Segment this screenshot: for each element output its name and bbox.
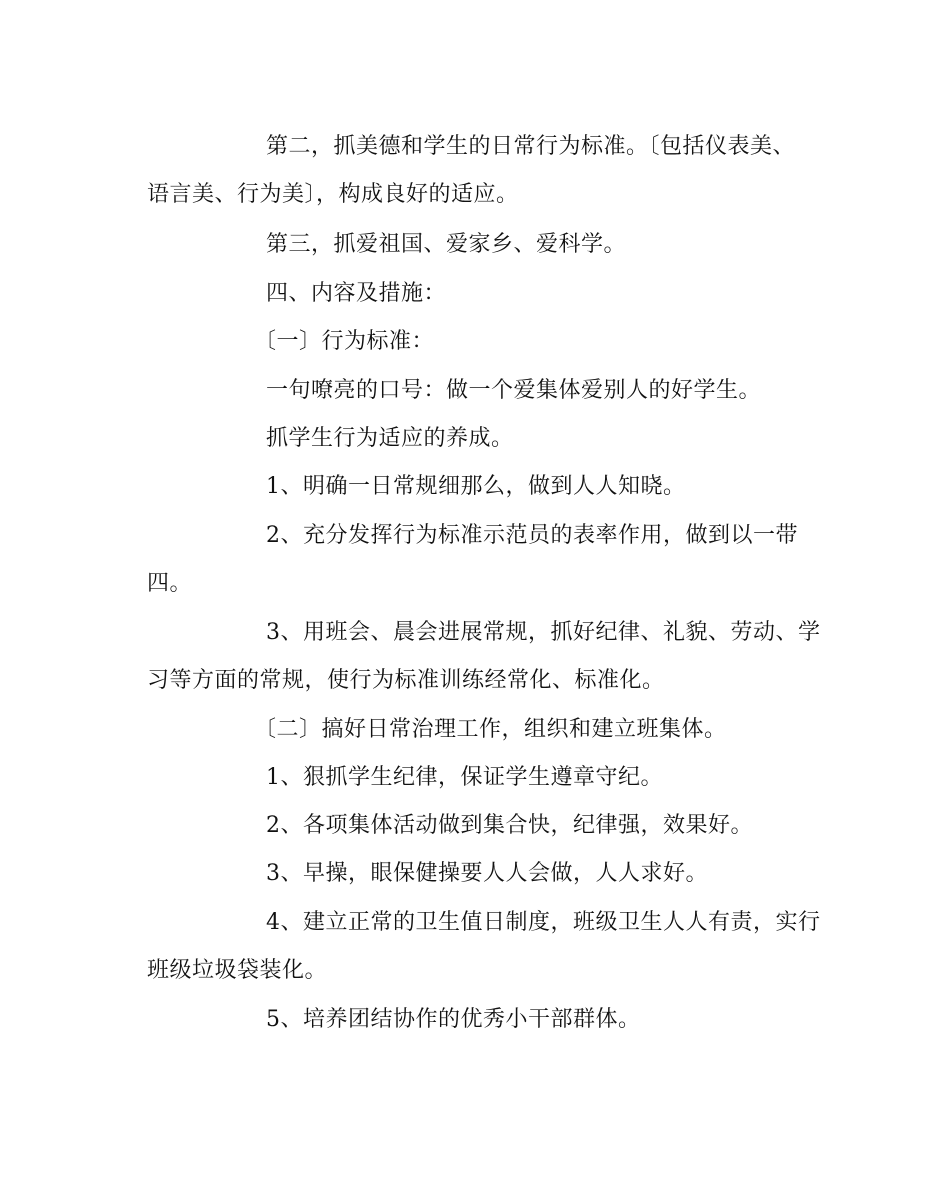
list-item-continuation: 习等方面的常规，使行为标准训练经常化、标准化。 [147,668,665,693]
paragraph-line: 语言美、行为美〕，构成良好的适应。 [147,182,519,207]
list-item: 2、各项集体活动做到集合快，纪律强，效果好。 [266,813,753,838]
list-item-continuation: 班级垃圾袋装化。 [147,958,328,983]
subsection-heading: 〔一〕行为标准： [254,329,435,354]
paragraph-line: 第二，抓美德和学生的日常行为标准。〔包括仪表美、 [266,134,796,159]
list-item: 1、狠抓学生纪律，保证学生遵章守纪。 [266,765,663,790]
list-item-continuation: 四。 [147,571,193,596]
paragraph-line: 一句嘹亮的口号：做一个爱集体爱别人的好学生。 [266,378,762,403]
subsection-heading: 〔二〕搞好日常治理工作，组织和建立班集体。 [254,717,727,742]
list-item: 1、明确一日常规细那么，做到人人知晓。 [266,474,686,499]
paragraph-line: 第三，抓爱祖国、爱家乡、爱科学。 [266,232,627,257]
list-item: 4、建立正常的卫生值日制度，班级卫生人人有责，实行 [266,910,821,935]
section-heading: 四、内容及措施： [266,281,447,306]
list-item: 3、用班会、晨会进展常规，抓好纪律、礼貌、劳动、学 [266,620,821,645]
list-item: 5、培养团结协作的优秀小干部群体。 [266,1007,641,1032]
list-item: 2、充分发挥行为标准示范员的表率作用，做到以一带 [266,523,798,548]
list-item: 3、早操，眼保健操要人人会做，人人求好。 [266,861,708,886]
paragraph-line: 抓学生行为适应的养成。 [266,426,514,451]
